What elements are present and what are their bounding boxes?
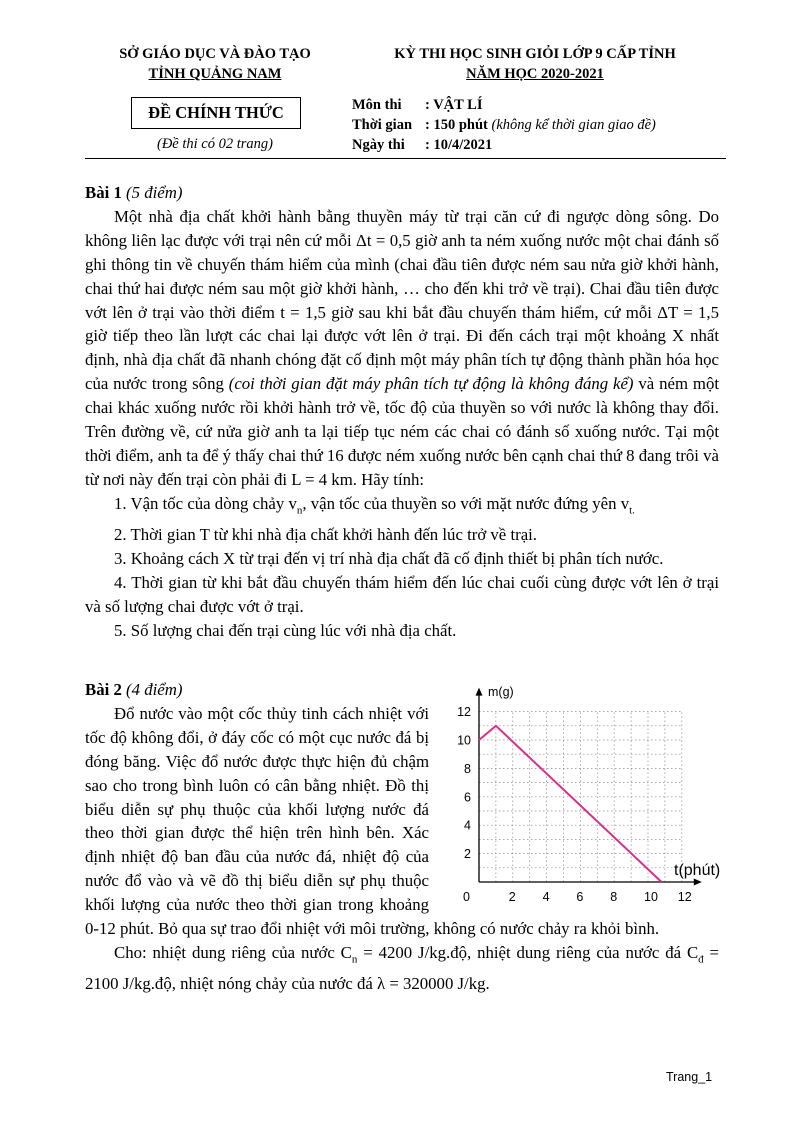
chart-grid xyxy=(479,712,682,882)
department-name: SỞ GIÁO DỤC VÀ ĐÀO TẠO xyxy=(119,46,311,62)
province-name: TỈNH QUẢNG NAM xyxy=(148,66,282,82)
y-tick-label: 2 xyxy=(464,847,471,862)
problem-1 xyxy=(85,181,719,643)
x-tick-label: 4 xyxy=(542,890,550,904)
x-tick-label: 10 xyxy=(644,890,658,904)
time-value: : 150 phút xyxy=(425,117,488,133)
date-label: Ngày thi xyxy=(352,137,405,153)
y-tick-label: 6 xyxy=(464,790,471,805)
time-label: Thời gian xyxy=(352,117,413,133)
x-tick-label: 2 xyxy=(508,890,516,904)
subject-label: Môn thi xyxy=(352,97,402,113)
problem-2-points: (4 điểm) xyxy=(126,680,183,699)
school-year: NĂM HỌC 2020-2021 xyxy=(466,66,604,82)
x-tick-label: 12 xyxy=(677,890,692,904)
question-4: 4. Thời gian từ khi bắt đầu chuyến thám hiểm đến lúc chai cuối cùng được vớt lên ở trại và số lượng chai được vớt ở trại. xyxy=(85,572,719,616)
ice-mass-chart xyxy=(452,682,728,910)
problem-2-given: Cho: nhiệt dung riêng của nước $C_n = 4200$ J/kg.độ, nhiệt dung riêng của nước đá $C_đ = 2100$ J/kg.độ, nhiệt nóng chảy của nước đá λ = 320000 J/kg. xyxy=(85,942,719,994)
x-axis-label: t(phút) xyxy=(674,862,721,879)
problem-1-statement: Một nhà địa chất khởi hành bằng thuyền máy từ trại căn cứ đi ngược dòng sông. Do không liên lạc được với trại nên cứ mỗi Δt = 0,5 giờ anh ta ném xuống nước một chai đánh số ghi thông tin về chuyến thám hiểm của mình (chai đầu tiên được ném sau nửa giờ khởi hành, chai thứ hai được ném sau một giờ khởi hành, … cho đến khi trở về trại). Chai đầu tiên được vớt lên ở trại vào thời điểm t = 1,5 giờ sau khi bắt đầu chuyến thám hiểm, cứ mỗi ΔT = 1,5 giờ tiếp theo lần lượt các chai lại được vớt lên ở trại. Đi đến cách trại một khoảng X nhất định, nhà địa chất đã nhanh chóng đặt cố định một máy phân tích tự động thành phần hóa học của nước trong sông (coi thời gian đặt máy phân tích tự động là không đáng kể) và ném một chai khác xuống nước rồi khởi hành trở về, tốc độ của thuyền so với nước là không thay đổi. Trên đường về, cứ nửa giờ anh ta lại tiếp tục ném các chai có đánh số xuống nước. Tại một thời điểm, anh ta để ý thấy chai thứ 16 được ném xuống nước bên cạnh chai thứ 8 đang trôi và từ nơi này đến trại còn phải đi L = 4 km. Hãy tính: xyxy=(85,206,720,489)
question-5: 5. Số lượng chai đến trại cùng lúc với nhà địa chất. xyxy=(114,620,457,640)
x-axis-arrow xyxy=(694,879,702,886)
y-axis-arrow xyxy=(476,688,483,696)
official-exam-label: ĐỀ CHÍNH THỨC xyxy=(148,103,284,122)
official-exam-box xyxy=(131,97,301,129)
date-value: : 10/4/2021 xyxy=(425,137,493,153)
problem-1-points: (5 điểm) xyxy=(126,183,183,202)
problem-2-statement: Đổ nước vào một cốc thủy tinh cách nhiệt với tốc độ không đổi, ở đáy cốc có một cục nước đá bị đóng băng. Việc đổ nước được thực hiện đủ chậm sao cho trong bình luôn có cân bằng nhiệt. Đồ thị biểu diễn sự phụ thuộc của khối lượng nước đá theo thời gian được thể hiện trên hình bên. Xác định nhiệt độ ban đầu của nước đá, nhiệt độ của nước đổ vào và vẽ đồ thị biểu diễn sự phụ thuộc khối lượng của nước theo thời gian trong khoảng 0-12 phút. Bỏ qua sự trao đổi nhiệt với môi trường, không có nước chảy ra khỏi bình. xyxy=(85,703,660,939)
x-tick-label: 6 xyxy=(576,890,584,904)
x-tick-label: 8 xyxy=(610,890,618,904)
problem-2-title: Bài 2 xyxy=(85,680,122,699)
problem-1-title: Bài 1 xyxy=(85,183,122,202)
x-tick-label: 0 xyxy=(463,890,470,904)
y-tick-label: 4 xyxy=(464,818,471,833)
y-axis-label: m(g) xyxy=(488,685,514,699)
subject-value: : VẬT LÍ xyxy=(425,97,483,113)
page-number: Trang_1 xyxy=(666,1070,713,1084)
y-tick-label: 8 xyxy=(464,761,471,776)
question-1: 1. Vận tốc của dòng chảy $v_n$, vận tốc của thuyền so với mặt nước đứng yên $v_{t.}$ xyxy=(114,493,635,517)
question-2: 2. Thời gian T từ khi nhà địa chất khởi hành đến lúc trở về trại. xyxy=(114,525,537,545)
time-note: (không kể thời gian giao đề) xyxy=(491,117,656,133)
y-tick-label: 10 xyxy=(457,733,471,748)
y-tick-label: 12 xyxy=(457,705,471,720)
header-divider xyxy=(85,158,726,159)
question-3: 3. Khoảng cách X từ trại đến vị trí nhà địa chất đã cố định thiết bị phân tích nước. xyxy=(114,548,664,568)
pages-note: (Đề thi có 02 trang) xyxy=(157,136,273,152)
ice-mass-line xyxy=(479,726,662,882)
exam-title: KỲ THI HỌC SINH GIỎI LỚP 9 CẤP TỈNH xyxy=(394,46,676,62)
